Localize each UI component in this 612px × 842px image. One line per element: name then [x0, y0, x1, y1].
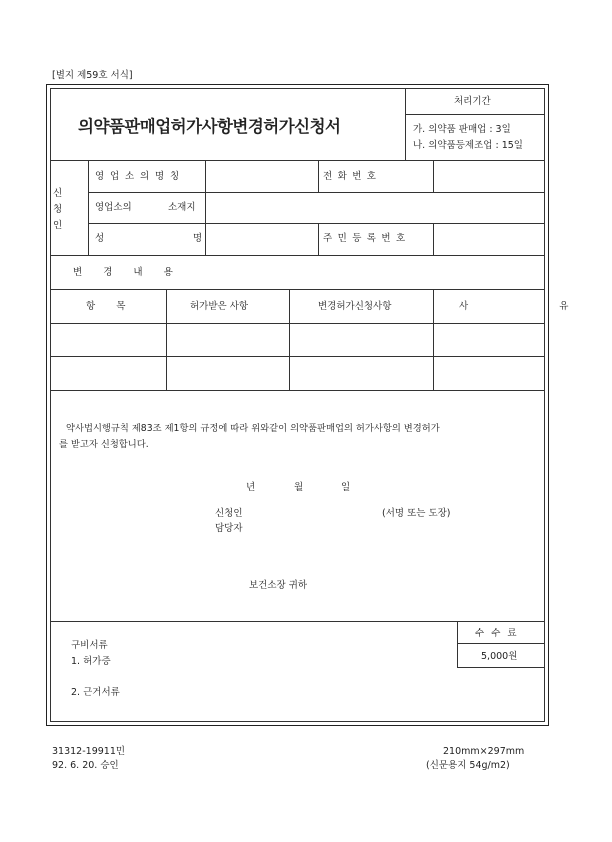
applicant-label-divider [205, 160, 206, 255]
title-divider [405, 88, 406, 160]
form-number: [별지 제59호 서식] [52, 70, 133, 81]
attachments-header: 구비서류 [71, 640, 108, 651]
applicant-label-1: 신 [53, 188, 63, 199]
applicant-row-line-2 [88, 223, 545, 224]
fee-amount: 5,000원 [481, 651, 518, 662]
change-header-bottom-line [50, 323, 545, 324]
processing-header-line [405, 114, 545, 115]
document-title: 의약품판매업허가사항변경허가신청서 [78, 117, 341, 136]
change-header-top-line [50, 289, 545, 290]
date-year: 년 [246, 482, 256, 493]
address-label-2: 소재지 [168, 202, 196, 213]
name-label-2: 명 [193, 233, 203, 244]
change-col-divider-1 [166, 289, 167, 390]
processing-line-b: 나. 의약품등제조업 : 15일 [413, 140, 523, 151]
attachment-item-2: 2. 근거서류 [71, 687, 120, 698]
addressee: 보건소장 귀하 [249, 580, 308, 591]
applicant-label-3: 인 [53, 220, 63, 231]
header-reason: 사 유 [459, 301, 612, 312]
statement-line-2: 를 받고자 신청합니다. [59, 439, 149, 450]
title-bottom-line [50, 160, 545, 161]
resident-label-left [318, 223, 319, 255]
header-item: 항 목 [86, 301, 135, 312]
change-section-top-line [50, 255, 545, 256]
date-day: 일 [341, 482, 351, 493]
change-col-divider-3 [433, 289, 434, 390]
processing-line-a: 가. 의약품 판매업 : 3일 [413, 124, 511, 135]
applicant-sign-label: 신청인 [215, 508, 243, 519]
fee-bottom-line [457, 667, 545, 668]
processing-period-header: 처리기간 [454, 96, 491, 107]
footer-paper: (신문용지 54g/m2) [426, 760, 510, 771]
resident-label-right [433, 223, 434, 255]
date-month: 월 [294, 482, 304, 493]
address-label-1: 영업소의 [95, 202, 132, 213]
person-in-charge-label: 담당자 [215, 523, 243, 534]
attachment-item-1: 1. 허가증 [71, 656, 111, 667]
change-table-bottom-line [50, 390, 545, 391]
change-section-label: 변 경 내 용 [73, 267, 182, 278]
footer-size: 210mm×297mm [443, 746, 525, 757]
header-permitted: 허가받은 사항 [190, 301, 249, 312]
applicant-label-2: 청 [53, 204, 63, 215]
name-label-1: 성 [95, 233, 105, 244]
phone-label-right [433, 160, 434, 192]
resident-number-label: 주 민 등 록 번 호 [323, 233, 407, 244]
change-col-divider-2 [289, 289, 290, 390]
footer-approval: 92. 6. 20. 승인 [52, 760, 119, 771]
sign-or-seal-label: (서명 또는 도장) [382, 508, 451, 519]
fee-left-line [457, 621, 458, 667]
phone-label-left [318, 160, 319, 192]
statement-line-1: 약사법시행규칙 제83조 제1항의 규정에 따라 위와같이 의약품판매업의 허가사항의 변경허가 [66, 423, 440, 434]
change-row-line [50, 356, 545, 357]
phone-label: 전 화 번 호 [323, 171, 378, 182]
applicant-column-divider [88, 160, 89, 255]
fee-middle-line [457, 643, 545, 644]
fee-label: 수 수 료 [475, 628, 519, 639]
business-name-label: 영 업 소 의 명 칭 [95, 171, 181, 182]
form-inner-border [50, 88, 545, 722]
applicant-row-line-1 [88, 192, 545, 193]
attachments-top-line [50, 621, 545, 622]
footer-code: 31312-19911민 [52, 746, 126, 757]
header-requested: 변경허가신청사항 [318, 301, 392, 312]
